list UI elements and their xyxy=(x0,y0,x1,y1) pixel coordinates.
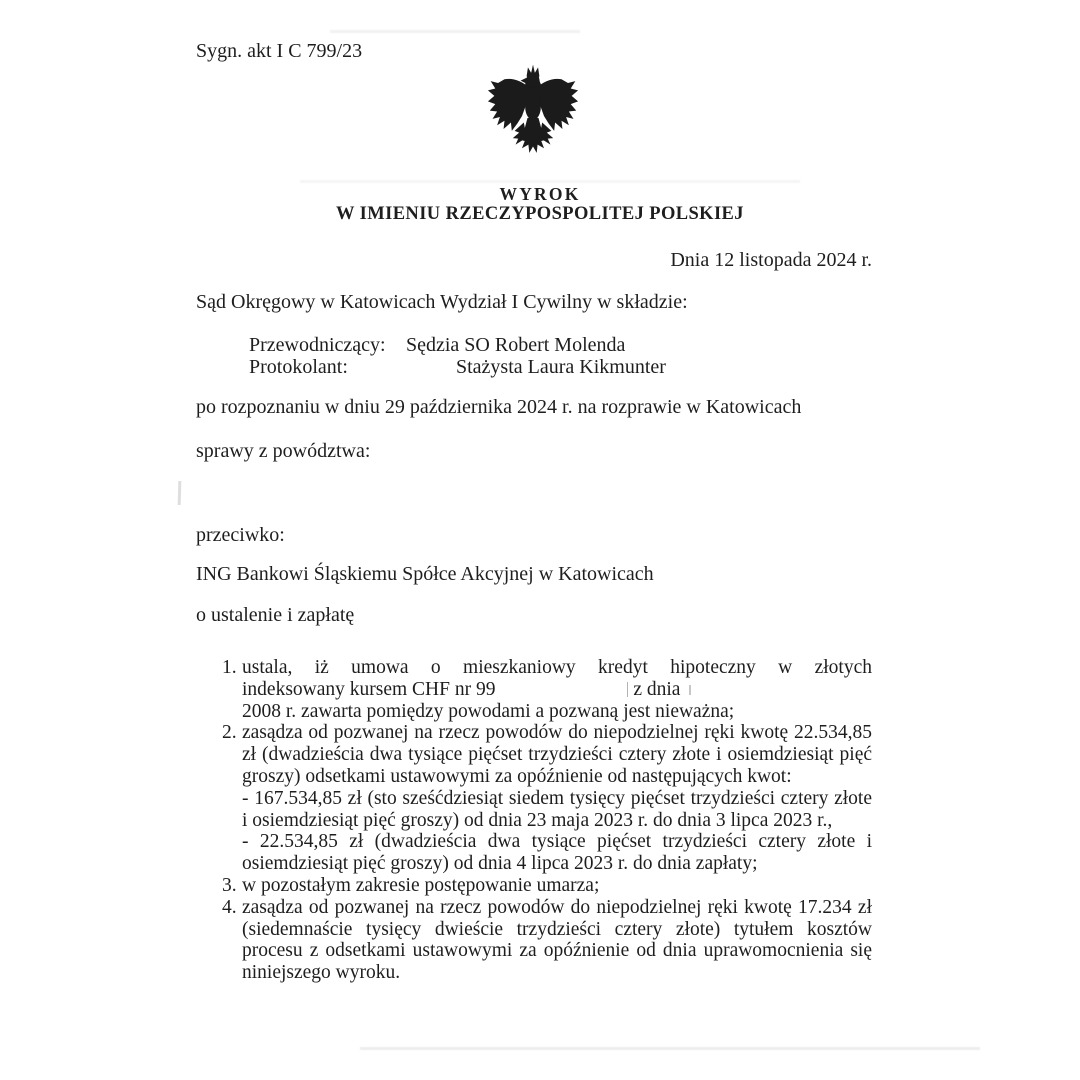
case-subject: o ustalenie i zapłatę xyxy=(196,604,355,626)
title-block xyxy=(0,184,1080,224)
polish-eagle-icon xyxy=(487,63,579,160)
ruling-2-sub-1: - 167.534,85 zł (sto sześćdziesiąt siedem tysięcy pięćset trzydzieści cztery złote i osiemdziesiąt pięć groszy) od dnia 23 maja 2023 r. do dnia 3 lipca 2023 r., xyxy=(242,787,872,831)
clerk-name: Stażysta Laura Kikmunter xyxy=(456,356,666,378)
scan-artifact xyxy=(360,1047,980,1050)
redacted-gap xyxy=(495,682,628,697)
ruling-item-4 xyxy=(196,897,872,984)
ruling-number: 3. xyxy=(222,874,237,896)
clerk-label: Protokolant: xyxy=(249,356,348,378)
scan-artifact xyxy=(300,180,800,183)
scan-artifact xyxy=(330,30,580,33)
ruling-text xyxy=(242,657,872,722)
hearing-line: po rozpoznaniu w dniu 29 października 2024 r. na rozprawie w Katowicach xyxy=(196,396,802,418)
panel-block xyxy=(249,334,666,378)
case-number: Sygn. akt I C 799/23 xyxy=(196,40,363,62)
ruling-number: 4. xyxy=(222,896,237,918)
ruling-item-2 xyxy=(196,722,872,875)
presiding-judge-label: Przewodniczący: xyxy=(249,334,386,356)
ruling-1-line-2-before: indeksowany kursem CHF nr 99 xyxy=(242,678,496,700)
presiding-judge-name: Sędzia SO Robert Molenda xyxy=(406,334,626,356)
ruling-text: w pozostałym zakresie postępowanie umarza; xyxy=(242,874,600,896)
judgment-date: Dnia 12 listopada 2024 r. xyxy=(670,249,872,271)
redacted-gap xyxy=(689,685,691,695)
court-composition-line: Sąd Okręgowy w Katowicach Wydział I Cywilny w składzie: xyxy=(196,291,688,313)
ruling-2-sub-2: - 22.534,85 zł (dwadzieścia dwa tysiące pięćset trzydzieści cztery złote i osiemdziesiąt pięć groszy) od dnia 4 lipca 2023 r. do dnia zapłaty; xyxy=(242,831,872,875)
clerk-row xyxy=(249,356,666,378)
ruling-number: 1. xyxy=(222,657,237,678)
ruling-1-line-3: 2008 r. zawarta pomiędzy powodami a pozwaną jest nieważna; xyxy=(242,700,735,722)
redacted-plaintiffs-area xyxy=(178,481,182,505)
defendant-name: ING Bankowi Śląskiemu Spółce Akcyjnej w Katowicach xyxy=(196,563,654,585)
ruling-1-line-2-after: z dnia xyxy=(633,678,681,700)
claim-intro-label: sprawy z powództwa: xyxy=(196,440,371,462)
ruling-item-3 xyxy=(196,875,872,897)
ruling-item-1 xyxy=(196,657,872,722)
ruling-text xyxy=(242,722,872,875)
rulings-list xyxy=(196,657,872,984)
judgment-subtitle: W IMIENIU RZECZYPOSPOLITEJ POLSKIEJ xyxy=(336,204,744,224)
presiding-judge-row xyxy=(249,334,666,356)
ruling-1-line-1: ustala, iż umowa o mieszkaniowy kredyt hipoteczny w złotych xyxy=(242,657,872,678)
judgment-title: WYROK xyxy=(499,184,581,204)
ruling-2-intro: zasądza od pozwanej na rzecz powodów do niepodzielnej ręki kwotę 22.534,85 zł (dwadzieścia dwa tysiące pięćset trzydzieści cztery złote i osiemdziesiąt pięć groszy) odsetkami ustawowymi za opóźnienie od następujących kwot: xyxy=(242,722,872,787)
ruling-text: zasądza od pozwanej na rzecz powodów do niepodzielnej ręki kwotę 17.234 zł (siedemnaście tysięcy dwieście trzydzieści cztery złote) tytułem kosztów procesu z odsetkami ustawowymi za opóźnienie od dnia uprawomocnienia się niniejszego wyroku. xyxy=(242,896,872,984)
against-label: przeciwko: xyxy=(196,524,285,546)
ruling-1-line-2 xyxy=(242,679,872,701)
ruling-number: 2. xyxy=(222,722,237,744)
